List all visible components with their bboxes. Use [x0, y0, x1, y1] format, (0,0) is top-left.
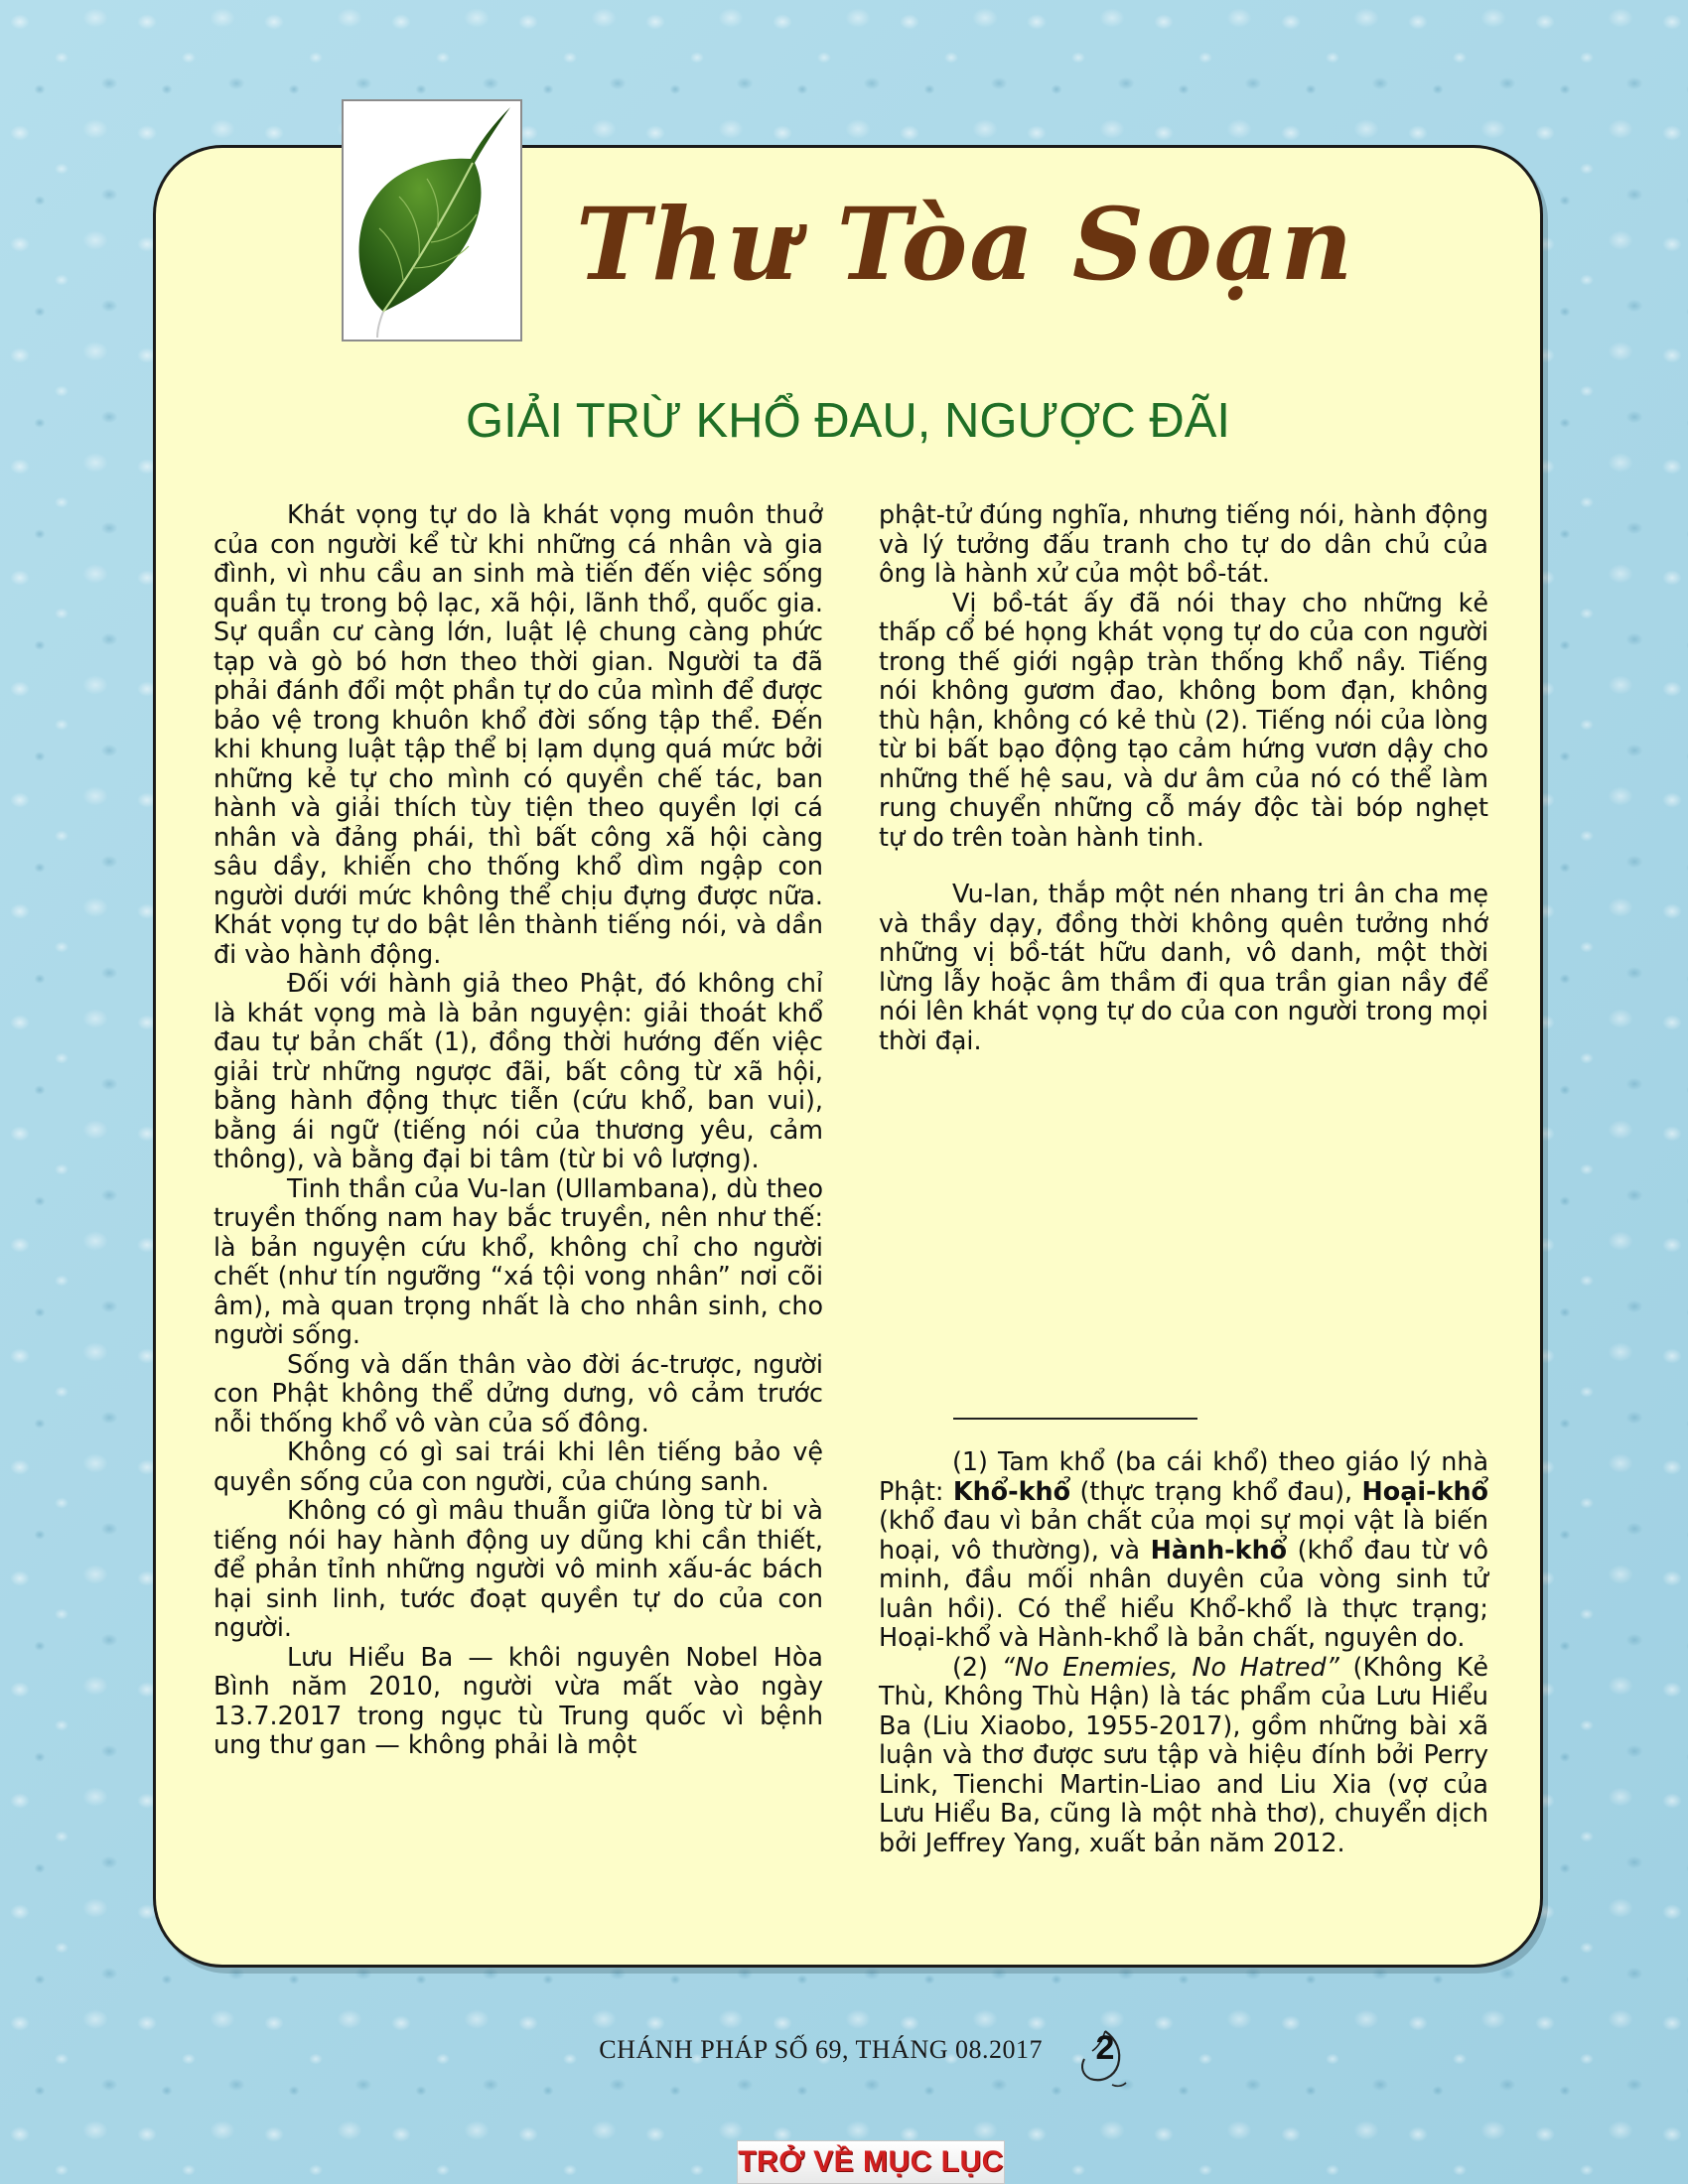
article-paragraph: Vu-lan, thắp một nén nhang tri ân cha mẹ và thầy dạy, đồng thời không quên tưởng nhớ những vị bồ-tát hữu danh, vô danh, một thời lừng lẫy hoặc âm thầm đi qua trần gian nầy để nói lên khát vọng tự do của con người trong mọi thời đại.: [879, 879, 1488, 1055]
article-paragraph: phật-tử đúng nghĩa, nhưng tiếng nói, hành động và lý tưởng đấu tranh cho tự do dân chủ của ông là hành xử của một bồ-tát.: [879, 499, 1488, 588]
article-column-right: [879, 500, 1488, 1055]
footnote-1-intro: (1) Tam khổ (ba cái khổ) theo giáo lý nhà Phật:: [879, 1446, 1488, 1506]
footnote-1-def3: (khổ đau từ vô minh, đầu mối nhân duyên của vòng sinh tử luân hồi). Có thể hiểu Khổ-khổ là thực trạng; Hoại-khổ và Hành-khổ là bản chất, nguyên do.: [879, 1534, 1488, 1652]
article-title: GIẢI TRỪ KHỔ ĐAU, NGƯỢC ĐÃI: [465, 394, 1231, 448]
footnote-2-intro: (2): [952, 1651, 1002, 1682]
term-hanh-kho: Hành-khổ: [1150, 1534, 1288, 1565]
page-number: 2: [1095, 2029, 1115, 2067]
leaf-illustration: [342, 99, 522, 341]
page-number-badge: [1072, 2025, 1138, 2091]
footnote-divider: [953, 1418, 1197, 1420]
book-title: “No Enemies, No Hatred”: [1001, 1651, 1339, 1682]
footnote-1-def2: (khổ đau vì bản chất của mọi sự mọi vật là biến hoại, vô thường), và: [879, 1505, 1488, 1565]
issue-info: CHÁNH PHÁP SỐ 69, THÁNG 08.2017: [599, 2035, 1043, 2064]
footnotes: [879, 1447, 1488, 1857]
article-paragraph: Khát vọng tự do là khát vọng muôn thuở của con người kể từ khi những cá nhân và gia đình, vì nhu cầu an sinh mà tiến đến việc sống quần tụ trong bộ lạc, xã hội, lãnh thổ, quốc gia. Sự quần cư càng lớn, luật lệ chung càng phức tạp và gò bó hơn theo thời gian. Người ta đã phải đánh đổi một phần tự do của mình để được bảo vệ trong khuôn khổ đời sống tập thể. Đến khi khung luật tập thể bị lạm dụng quá mức bởi những kẻ tự cho mình có quyền chế tác, ban hành và giải thích tùy tiện theo quyền lợi cá nhân và đảng phái, thì bất công xã hội càng sâu dầy, khiến cho thống khổ dìm ngập con người dưới mức không thể chịu đựng được nữa. Khát vọng tự do bật lên thành tiếng nói, và dần đi vào hành động.: [213, 499, 823, 969]
footnote-2: [879, 1653, 1488, 1858]
article-paragraph: Vị bồ-tát ấy đã nói thay cho những kẻ thấp cổ bé họng khát vọng tự do của con người trong thế giới ngập tràn thống khổ nầy. Tiếng nói không gươm đao, không bom đạn, không thù hận, không có kẻ thù (2). Tiếng nói của lòng từ bi bất bạo động tạo cảm hứng vươn dậy cho những thế hệ sau, và dư âm của nó có thể làm rung chuyển những cỗ máy độc tài bóp nghẹt tự do trên toàn hành tinh.: [879, 587, 1488, 852]
footnote-1-def1: (thực trạng khổ đau),: [1070, 1475, 1362, 1506]
back-to-toc-button[interactable]: TRỞ VỀ MỤC LỤC: [737, 2140, 1005, 2184]
masthead-title: Thư Tòa Soạn: [576, 186, 1355, 303]
article-paragraph: Tinh thần của Vu-lan (Ullambana), dù theo truyền thống nam hay bắc truyền, nên như thế: là bản nguyện cứu khổ, không chỉ cho người chết (như tín ngưỡng “xá tội vong nhân” nơi cõi âm), mà quan trọng nhất là cho nhân sinh, cho người sống.: [213, 1172, 823, 1349]
page-footer: [0, 2025, 1688, 2095]
article-paragraph: Không có gì sai trái khi lên tiếng bảo vệ quyền sống của con người, của chúng sanh.: [213, 1436, 823, 1496]
bodhi-leaf-icon: [344, 101, 520, 340]
article-paragraph: Lưu Hiểu Ba — khôi nguyên Nobel Hòa Bình năm 2010, người vừa mất vào ngày 13.7.2017 trong ngục tù Trung quốc vì bệnh ung thư gan — không phải là một: [213, 1641, 823, 1759]
footnote-2-rest: (Không Kẻ Thù, Không Thù Hận) là tác phẩm của Lưu Hiểu Ba (Liu Xiaobo, 1955-2017), gồm những bài xã luận và thơ được sưu tập và hiệu đính bởi Perry Link, Tienchi Martin-Liao and Liu Xia (vợ của Lưu Hiểu Ba, cũng là một nhà thơ), chuyển dịch bởi Jeffrey Yang, xuất bản năm 2012.: [879, 1651, 1488, 1857]
article-column-left: [213, 500, 823, 1760]
footnote-1: [879, 1447, 1488, 1653]
term-kho-kho: Khổ-khổ: [952, 1475, 1071, 1506]
article-paragraph: Sống và dấn thân vào đời ác-trược, người con Phật không thể dửng dưng, vô cảm trước nỗi thống khổ vô vàn của số đông.: [213, 1348, 823, 1437]
article-paragraph: Đối với hành giả theo Phật, đó không chỉ là khát vọng mà là bản nguyện: giải thoát khổ đau tự bản chất (1), đồng thời hướng đến việc giải trừ những ngược đãi, bất công từ xã hội, bằng hành động thực tiễn (cứu khổ, ban vui), bằng ái ngữ (tiếng nói của thương yêu, cảm thông), và bằng đại bi tâm (từ bi vô lượng).: [213, 968, 823, 1173]
article-paragraph: Không có gì mâu thuẫn giữa lòng từ bi và tiếng nói hay hành động uy dũng khi cần thiết, để phản tỉnh những người vô minh xấu-ác bách hại sinh linh, tước đoạt quyền tự do của con người.: [213, 1495, 823, 1642]
term-hoai-kho: Hoại-khổ: [1361, 1475, 1488, 1506]
